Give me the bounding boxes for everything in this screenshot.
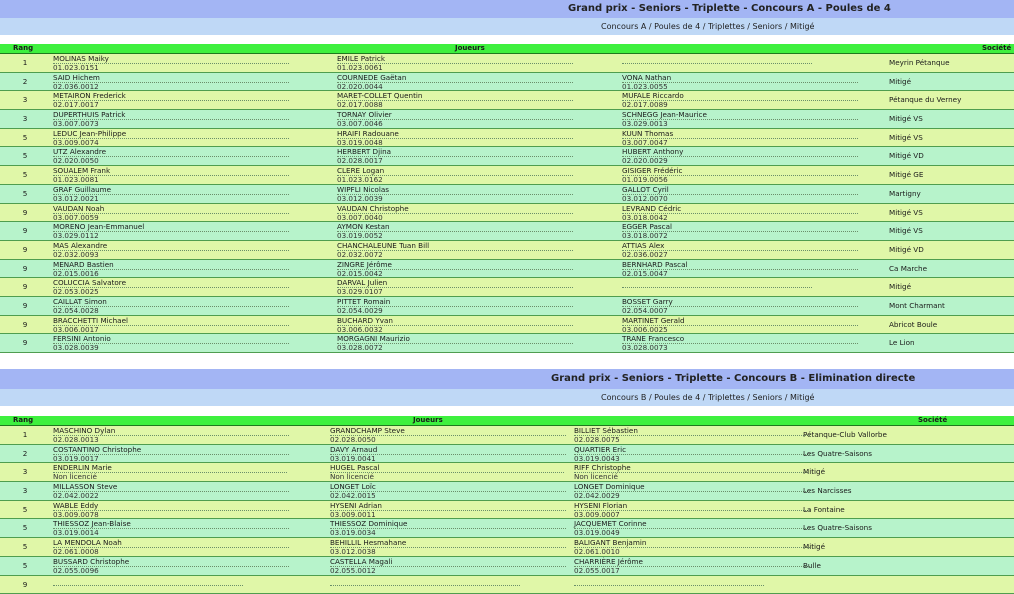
club-cell: Mitigé VS — [889, 129, 923, 147]
table-row — [0, 73, 1014, 92]
header-rang: Rang — [13, 416, 33, 425]
player-license: 03.019.0049 — [574, 528, 810, 537]
player-license: 03.029.0112 — [53, 231, 289, 240]
section-b-table-header — [0, 416, 1014, 426]
rank-cell: 5 — [0, 519, 50, 537]
player-license: 03.006.0025 — [622, 325, 858, 334]
club-cell: Mitigé VS — [889, 204, 923, 222]
player-name: CHANCHALEUNE Tuan Bill — [337, 242, 429, 250]
rank-cell: 2 — [0, 73, 50, 91]
club-cell: Les Quatre-Saisons — [803, 445, 872, 463]
player-name: MASCHINO Dylan — [53, 427, 115, 435]
section-a-table-body — [0, 54, 1014, 353]
player-license — [574, 585, 764, 586]
rank-cell: 9 — [0, 278, 50, 296]
rank-cell: 9 — [0, 316, 50, 334]
table-row — [0, 147, 1014, 166]
club-cell: La Fontaine — [803, 501, 845, 519]
player-license — [622, 63, 812, 64]
player-name: COLUCCIA Salvatore — [53, 279, 126, 287]
club-cell: Mitigé GE — [889, 166, 923, 184]
table-row — [0, 110, 1014, 129]
player-license: 03.019.0052 — [337, 231, 573, 240]
player-license: 02.042.0015 — [330, 491, 566, 500]
player-license: Non licencié — [330, 472, 564, 481]
player-license: 01.019.0056 — [622, 175, 858, 184]
player-license: 03.012.0039 — [337, 194, 573, 203]
section-b-title: Grand prix - Seniors - Triplette - Concours B - Elimination directe — [551, 369, 915, 389]
player-name: SAID Hichem — [53, 74, 100, 82]
player-name: VAUDAN Christophe — [337, 205, 409, 213]
player-name: GALLOT Cyril — [622, 186, 669, 194]
player-license: 02.036.0012 — [53, 82, 289, 91]
player-name: QUARTIER Eric — [574, 446, 626, 454]
player-license: 03.028.0039 — [53, 343, 289, 352]
player-license: 02.042.0022 — [53, 491, 289, 500]
rank-cell: 1 — [0, 54, 50, 72]
player-license: 02.028.0017 — [337, 156, 573, 165]
rank-cell: 5 — [0, 129, 50, 147]
player-license: 03.007.0040 — [337, 213, 573, 222]
player-license: 01.023.0081 — [53, 175, 289, 184]
player-license: 03.009.0074 — [53, 138, 289, 147]
rank-cell: 9 — [0, 334, 50, 352]
player-name: COSTANTINO Christophe — [53, 446, 141, 454]
player-name: DUPERTHUIS Patrick — [53, 111, 125, 119]
player-license: 03.019.0043 — [574, 454, 810, 463]
player-license: 02.061.0010 — [574, 547, 810, 556]
player-name: AYMON Kestan — [337, 223, 390, 231]
player-license: 02.053.0025 — [53, 287, 289, 296]
player-license: 03.028.0072 — [337, 343, 573, 352]
table-row — [0, 278, 1014, 297]
rank-cell: 9 — [0, 204, 50, 222]
player-license: 03.019.0034 — [330, 528, 566, 537]
player-name: EGGER Pascal — [622, 223, 672, 231]
player-name: GISIGER Frédéric — [622, 167, 682, 175]
player-license: 03.012.0070 — [622, 194, 858, 203]
player-name: LONGET Loïc — [330, 483, 376, 491]
club-cell: Abricot Boule — [889, 316, 937, 334]
player-name: BRACCHETTI Michael — [53, 317, 128, 325]
section-a-title: Grand prix - Seniors - Triplette - Concours A - Poules de 4 — [568, 0, 891, 18]
table-row — [0, 463, 1014, 482]
player-license: 03.019.0017 — [53, 454, 289, 463]
player-license: 03.007.0047 — [622, 138, 858, 147]
player-name: KUUN Thomas — [622, 130, 673, 138]
table-row — [0, 54, 1014, 73]
table-row — [0, 316, 1014, 335]
player-name: FERSINI Antonio — [53, 335, 111, 343]
table-row — [0, 482, 1014, 501]
player-name: HRAIFI Radouane — [337, 130, 399, 138]
table-row — [0, 297, 1014, 316]
rank-cell: 3 — [0, 91, 50, 109]
section-a-subtitle: Concours A / Poules de 4 / Triplettes / Seniors / Mitigé — [601, 18, 814, 35]
player-license: 03.009.0007 — [574, 510, 810, 519]
player-name: HYSENI Adrian — [330, 502, 382, 510]
rank-cell: 5 — [0, 501, 50, 519]
rank-cell: 9 — [0, 241, 50, 259]
club-cell: Les Quatre-Saisons — [803, 519, 872, 537]
player-name: BEHILLIL Hesmahane — [330, 539, 406, 547]
player-license: Non licencié — [574, 472, 808, 481]
table-row — [0, 519, 1014, 538]
player-license: 01.023.0055 — [622, 82, 858, 91]
rank-cell: 9 — [0, 222, 50, 240]
rank-cell: 5 — [0, 185, 50, 203]
player-name: MARET-COLLET Quentin — [337, 92, 422, 100]
table-row — [0, 166, 1014, 185]
player-name: BUSSARD Christophe — [53, 558, 129, 566]
player-name: UTZ Alexandre — [53, 148, 106, 156]
player-license: 02.032.0072 — [337, 250, 573, 259]
rank-cell: 5 — [0, 538, 50, 556]
section-a-table-header — [0, 44, 1014, 54]
player-license: 02.054.0028 — [53, 306, 289, 315]
player-name: THIESSOZ Jean-Blaise — [53, 520, 131, 528]
table-row — [0, 334, 1014, 353]
player-license: 03.029.0107 — [337, 287, 573, 296]
player-license: 03.012.0021 — [53, 194, 289, 203]
player-name: MORGAGNI Maurizio — [337, 335, 410, 343]
player-license: 02.032.0093 — [53, 250, 289, 259]
player-license: 02.028.0075 — [574, 435, 810, 444]
player-name: SCHNEGG Jean-Maurice — [622, 111, 707, 119]
header-societe: Société — [982, 44, 1011, 53]
club-cell: Mitigé — [889, 278, 911, 296]
section-a-subtitle-bar — [0, 18, 1014, 35]
section-b-table-body — [0, 426, 1014, 594]
player-name: LA MENDOLA Noah — [53, 539, 122, 547]
player-license: Non licencié — [53, 472, 287, 481]
player-license: 03.018.0072 — [622, 231, 858, 240]
player-license: 01.023.0162 — [337, 175, 573, 184]
header-rang: Rang — [13, 44, 33, 53]
player-license: 03.029.0013 — [622, 119, 858, 128]
player-name: METAIRON Frederick — [53, 92, 126, 100]
player-license: 02.015.0047 — [622, 269, 858, 278]
section-a-title-bar — [0, 0, 1014, 18]
player-name: GRAF Guillaume — [53, 186, 111, 194]
club-cell: Mitigé — [803, 463, 825, 481]
player-name: JACQUEMET Corinne — [574, 520, 647, 528]
player-license — [53, 585, 243, 586]
player-name: BILLIET Sébastien — [574, 427, 638, 435]
player-name: LONGET Dominique — [574, 483, 645, 491]
table-row — [0, 538, 1014, 557]
club-cell: Mitigé VD — [889, 241, 924, 259]
player-name: LEVRAND Cédric — [622, 205, 681, 213]
player-name: WABLE Eddy — [53, 502, 98, 510]
player-name: WIPFLI Nicolas — [337, 186, 389, 194]
club-cell: Pétanque du Verney — [889, 91, 961, 109]
player-license: 02.015.0016 — [53, 269, 289, 278]
player-license: 02.055.0096 — [53, 566, 289, 575]
header-joueurs: Joueurs — [455, 44, 485, 53]
club-cell: Pétanque-Club Vallorbe — [803, 426, 887, 444]
player-license: 02.061.0008 — [53, 547, 289, 556]
player-name: TRANE Francesco — [622, 335, 684, 343]
player-license: 02.055.0012 — [330, 566, 566, 575]
player-license: 03.019.0041 — [330, 454, 566, 463]
player-license: 03.018.0042 — [622, 213, 858, 222]
table-row — [0, 222, 1014, 241]
player-license: 02.042.0029 — [574, 491, 810, 500]
player-name: CLERE Logan — [337, 167, 384, 175]
club-cell: Ca Marche — [889, 260, 927, 278]
rank-cell: 5 — [0, 147, 50, 165]
table-row — [0, 426, 1014, 445]
player-name: BUCHARD Yvan — [337, 317, 393, 325]
player-name: GRANDCHAMP Steve — [330, 427, 405, 435]
player-name: HUBERT Anthony — [622, 148, 683, 156]
player-license: 03.006.0017 — [53, 325, 289, 334]
header-societe: Société — [918, 416, 947, 425]
table-row — [0, 204, 1014, 223]
table-row — [0, 91, 1014, 110]
player-name: DAVY Arnaud — [330, 446, 377, 454]
table-row — [0, 129, 1014, 148]
player-license: 02.028.0013 — [53, 435, 289, 444]
club-cell: Mitigé VS — [889, 222, 923, 240]
player-name: EMILE Patrick — [337, 55, 385, 63]
section-b-title-bar — [0, 369, 1014, 389]
table-row — [0, 260, 1014, 279]
player-name: VAUDAN Noah — [53, 205, 104, 213]
rank-cell: 3 — [0, 482, 50, 500]
player-name: HUGEL Pascal — [330, 464, 380, 472]
club-cell: Le Lion — [889, 334, 915, 352]
table-row — [0, 445, 1014, 464]
player-name: TORNAY Olivier — [337, 111, 392, 119]
player-license: 02.020.0050 — [53, 156, 289, 165]
rank-cell: 3 — [0, 110, 50, 128]
player-license: 03.009.0078 — [53, 510, 289, 519]
player-name: HYSENI Florian — [574, 502, 627, 510]
player-license: 02.015.0042 — [337, 269, 573, 278]
player-license: 02.054.0029 — [337, 306, 573, 315]
player-name: CASTELLA Magali — [330, 558, 392, 566]
table-row — [0, 576, 1014, 594]
club-cell: Mitigé — [803, 538, 825, 556]
player-license: 02.036.0027 — [622, 250, 858, 259]
player-name: ZINGRE Jérôme — [337, 261, 392, 269]
player-name: CHARRIÈRE Jérôme — [574, 558, 643, 566]
player-name: BERNHARD Pascal — [622, 261, 688, 269]
table-row — [0, 241, 1014, 260]
club-cell: Bulle — [803, 557, 821, 575]
player-name: MOLINAS Maiky — [53, 55, 109, 63]
club-cell: Mitigé VS — [889, 110, 923, 128]
player-license: 01.023.0061 — [337, 63, 573, 72]
rank-cell: 9 — [0, 297, 50, 315]
player-name: BOSSET Garry — [622, 298, 673, 306]
rank-cell: 9 — [0, 260, 50, 278]
player-name: MORENO Jean-Emmanuel — [53, 223, 144, 231]
player-name: ATTIAS Alex — [622, 242, 664, 250]
player-license: 03.007.0059 — [53, 213, 289, 222]
club-cell: Les Narcisses — [803, 482, 852, 500]
player-name: DARVAL Julien — [337, 279, 387, 287]
player-name: MILLASSON Steve — [53, 483, 117, 491]
player-license: 02.054.0007 — [622, 306, 858, 315]
player-license: 02.020.0029 — [622, 156, 858, 165]
player-license: 02.017.0088 — [337, 100, 573, 109]
header-joueurs: Joueurs — [413, 416, 443, 425]
club-cell: Mont Charmant — [889, 297, 945, 315]
player-name: RIFF Christophe — [574, 464, 631, 472]
player-license — [330, 585, 520, 586]
player-name: COURNEDE Gaëtan — [337, 74, 406, 82]
player-license: 03.007.0073 — [53, 119, 289, 128]
player-license: 01.023.0151 — [53, 63, 289, 72]
rank-cell: 2 — [0, 445, 50, 463]
player-license: 02.028.0050 — [330, 435, 566, 444]
player-license: 02.017.0089 — [622, 100, 858, 109]
club-cell: Martigny — [889, 185, 921, 203]
table-row — [0, 185, 1014, 204]
club-cell: Meyrin Pétanque — [889, 54, 950, 72]
player-name: BALIGANT Benjamin — [574, 539, 646, 547]
player-license: 03.006.0032 — [337, 325, 573, 334]
player-name: MAS Alexandre — [53, 242, 107, 250]
player-name: LEDUC Jean-Philippe — [53, 130, 126, 138]
player-license: 03.009.0011 — [330, 510, 566, 519]
table-row — [0, 501, 1014, 520]
player-name: CAILLAT Simon — [53, 298, 107, 306]
player-license: 03.019.0014 — [53, 528, 289, 537]
section-b-subtitle-bar — [0, 389, 1014, 406]
rank-cell: 1 — [0, 426, 50, 444]
player-license: 02.017.0017 — [53, 100, 289, 109]
rank-cell: 5 — [0, 166, 50, 184]
club-cell: Mitigé VD — [889, 147, 924, 165]
player-name: HERBERT Djina — [337, 148, 391, 156]
player-license: 03.019.0048 — [337, 138, 573, 147]
player-license: 03.007.0046 — [337, 119, 573, 128]
player-name: MARTINET Gerald — [622, 317, 685, 325]
player-license — [622, 287, 812, 288]
player-name: SOUALEM Frank — [53, 167, 110, 175]
club-cell: Mitigé — [889, 73, 911, 91]
player-name: THIESSOZ Dominique — [330, 520, 407, 528]
player-name: MUFALE Riccardo — [622, 92, 684, 100]
player-license: 03.028.0073 — [622, 343, 858, 352]
player-name: VONA Nathan — [622, 74, 671, 82]
player-name: ENDERLIN Marie — [53, 464, 112, 472]
player-license: 03.012.0038 — [330, 547, 566, 556]
rank-cell: 3 — [0, 463, 50, 481]
section-b-subtitle: Concours B / Poules de 4 / Triplettes / Seniors / Mitigé — [601, 389, 814, 406]
player-name: MENARD Bastien — [53, 261, 114, 269]
table-row — [0, 557, 1014, 576]
rank-cell: 5 — [0, 557, 50, 575]
player-name: PITTET Romain — [337, 298, 390, 306]
player-license: 02.020.0044 — [337, 82, 573, 91]
rank-cell: 9 — [0, 576, 50, 594]
player-license: 02.055.0017 — [574, 566, 810, 575]
